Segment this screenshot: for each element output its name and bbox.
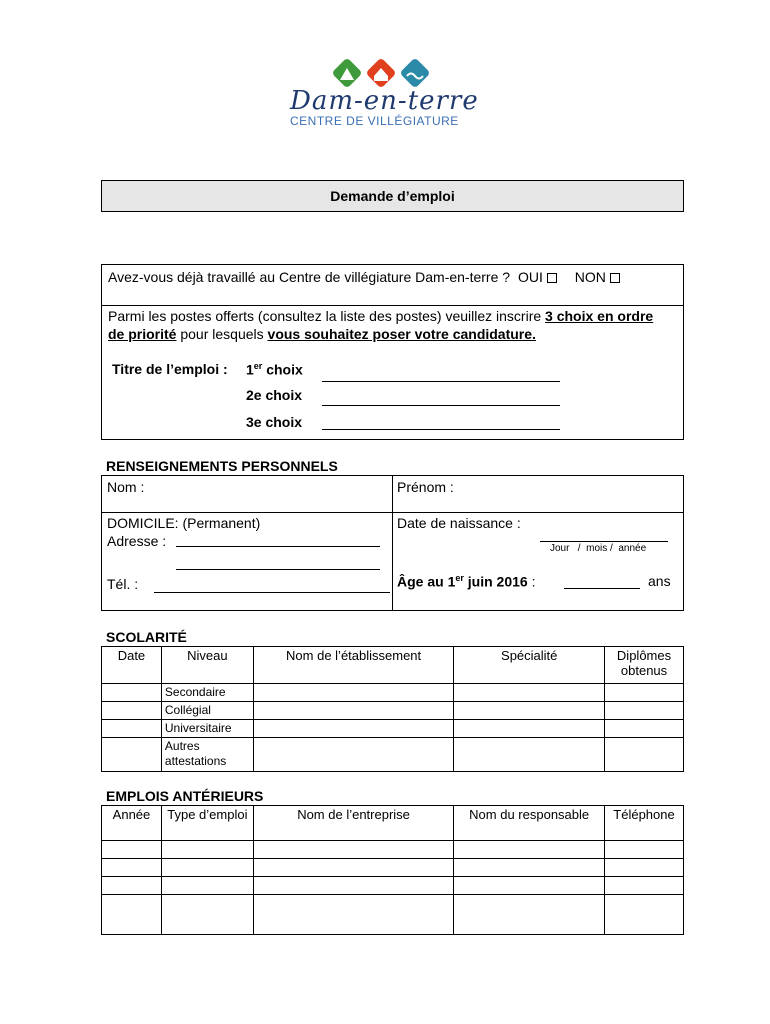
- cell[interactable]: [605, 702, 684, 720]
- cell[interactable]: [102, 738, 162, 772]
- cell[interactable]: [605, 684, 684, 702]
- postes-text1: Parmi les postes offerts (consultez la liste des postes) veuillez inscrire: [108, 308, 546, 324]
- prenom-label: Prénom :: [397, 479, 454, 495]
- q1-line: [108, 269, 620, 285]
- emplois-table: [101, 805, 684, 935]
- col-entreprise: Nom de l’entreprise: [253, 806, 454, 841]
- adresse-input-1[interactable]: [176, 546, 380, 547]
- oui-label: OUI: [517, 269, 543, 285]
- age-label: [397, 573, 535, 590]
- cell[interactable]: [102, 720, 162, 738]
- postes-bold2: vous souhaitez poser votre candidature.: [267, 326, 536, 342]
- cell[interactable]: [454, 684, 605, 702]
- table-header-row: [102, 806, 684, 841]
- naissance-input[interactable]: [540, 541, 668, 542]
- choix1-label: [246, 361, 303, 378]
- table-row: [102, 738, 684, 772]
- table-row: [102, 702, 684, 720]
- table-header-row: [102, 647, 684, 684]
- cell[interactable]: [253, 684, 454, 702]
- logo-name: Dam-en-terre: [290, 86, 479, 116]
- cell[interactable]: [161, 895, 253, 935]
- cell[interactable]: [454, 877, 605, 895]
- personnel-section: [101, 475, 684, 611]
- emplois-heading: EMPLOIS ANTÉRIEURS: [106, 788, 264, 804]
- logo-wave-icon: [399, 57, 430, 88]
- col-telephone: Téléphone: [605, 806, 684, 841]
- postes-text2: pour lesquels: [176, 326, 268, 342]
- ans-label: ans: [648, 573, 671, 589]
- col-niveau: Niveau: [161, 647, 253, 684]
- cell[interactable]: [253, 738, 454, 772]
- scolarite-heading: SCOLARITÉ: [106, 629, 187, 645]
- choix1-input[interactable]: [322, 381, 560, 382]
- cell[interactable]: [253, 859, 454, 877]
- age-suffix: juin 2016: [463, 573, 528, 590]
- table-row: [102, 895, 684, 935]
- non-checkbox[interactable]: [610, 273, 620, 283]
- nom-label: Nom :: [107, 479, 145, 495]
- cell[interactable]: [605, 738, 684, 772]
- cell[interactable]: [253, 720, 454, 738]
- naissance-hint: Jour / mois / année: [550, 543, 647, 554]
- age-prefix: Âge au 1: [397, 573, 456, 590]
- cell[interactable]: [102, 859, 162, 877]
- choix3-input[interactable]: [322, 429, 560, 430]
- divider: [392, 476, 393, 610]
- scolarite-table: [101, 646, 684, 772]
- logo: [286, 56, 496, 132]
- col-diplomes: Diplômes obtenus: [605, 647, 684, 684]
- cell[interactable]: [161, 859, 253, 877]
- titre-emploi-label: Titre de l’emploi :: [112, 361, 228, 377]
- cell[interactable]: [161, 841, 253, 859]
- tel-input[interactable]: [154, 592, 390, 593]
- row-label: Universitaire: [161, 720, 253, 738]
- cell[interactable]: [102, 702, 162, 720]
- col-date: Date: [102, 647, 162, 684]
- cell[interactable]: [102, 841, 162, 859]
- row-label: Autres attestations: [161, 738, 253, 772]
- logo-subtitle: CENTRE DE VILLÉGIATURE: [290, 114, 459, 128]
- age-colon: :: [527, 573, 536, 590]
- choix1-num: 1: [246, 361, 254, 378]
- choix3-label: 3e choix: [246, 414, 303, 430]
- cell[interactable]: [454, 702, 605, 720]
- postes-section: [101, 264, 684, 440]
- adresse-label: Adresse :: [107, 533, 167, 549]
- cell[interactable]: [605, 895, 684, 935]
- cell[interactable]: [161, 877, 253, 895]
- adresse-input-2[interactable]: [176, 569, 380, 570]
- choix2-label: 2e choix: [246, 387, 303, 403]
- cell[interactable]: [454, 720, 605, 738]
- cell[interactable]: [605, 859, 684, 877]
- table-row: [102, 684, 684, 702]
- col-annee: Année: [102, 806, 162, 841]
- choix2-input[interactable]: [322, 405, 560, 406]
- q1-question: Avez-vous déjà travaillé au Centre de villégiature Dam-en-terre ?: [108, 269, 511, 285]
- cell[interactable]: [253, 702, 454, 720]
- col-specialite: Spécialité: [454, 647, 605, 684]
- cell[interactable]: [253, 877, 454, 895]
- divider: [102, 305, 683, 306]
- col-type: Type d’emploi: [161, 806, 253, 841]
- col-responsable: Nom du responsable: [454, 806, 605, 841]
- cell[interactable]: [253, 841, 454, 859]
- row-label: Secondaire: [161, 684, 253, 702]
- table-row: [102, 859, 684, 877]
- table-row: [102, 841, 684, 859]
- choix1-word: choix: [262, 361, 303, 378]
- cell[interactable]: [454, 895, 605, 935]
- cell[interactable]: [454, 841, 605, 859]
- cell[interactable]: [102, 877, 162, 895]
- domicile-label: DOMICILE: (Permanent): [107, 515, 261, 531]
- row-label: Collégial: [161, 702, 253, 720]
- table-row: [102, 720, 684, 738]
- personnel-heading: RENSEIGNEMENTS PERSONNELS: [106, 458, 338, 474]
- cell[interactable]: [253, 895, 454, 935]
- cell[interactable]: [102, 895, 162, 935]
- age-input[interactable]: [564, 588, 640, 589]
- tel-label: Tél. :: [107, 576, 139, 592]
- postes-instructions: [108, 307, 668, 343]
- non-label: NON: [574, 269, 606, 285]
- cell[interactable]: [605, 720, 684, 738]
- form-title: Demande d’emploi: [101, 180, 684, 212]
- cell[interactable]: [605, 841, 684, 859]
- age-sup: er: [455, 573, 464, 583]
- cell[interactable]: [454, 859, 605, 877]
- choix1-sup: er: [253, 361, 263, 371]
- col-etablissement: Nom de l’établissement: [253, 647, 454, 684]
- cell[interactable]: [454, 738, 605, 772]
- divider: [102, 512, 683, 513]
- table-row: [102, 877, 684, 895]
- cell[interactable]: [102, 684, 162, 702]
- naissance-label: Date de naissance :: [397, 515, 521, 531]
- postes-bold1: 3 choix en ordre de priorité: [108, 308, 654, 342]
- oui-checkbox[interactable]: [547, 273, 557, 283]
- cell[interactable]: [605, 877, 684, 895]
